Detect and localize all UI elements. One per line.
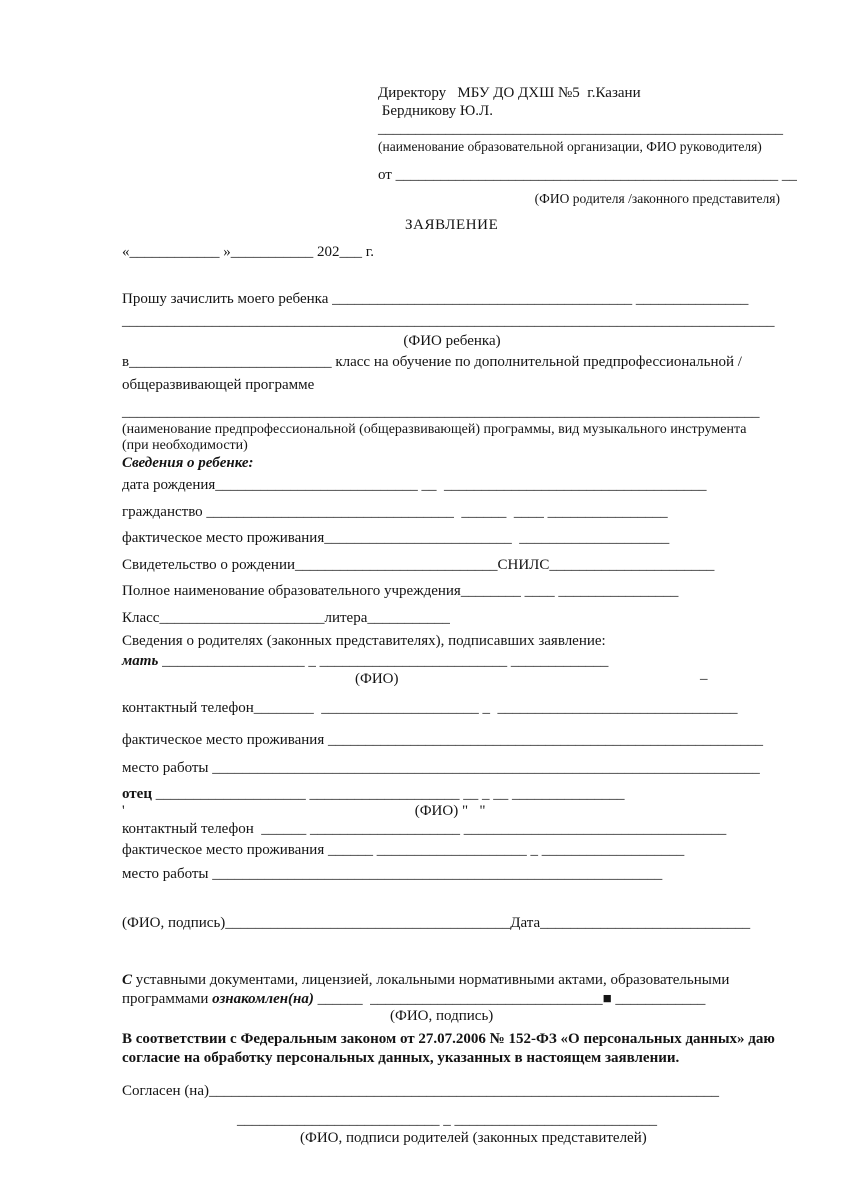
organization-blank-line: ______________________________________________________	[378, 121, 783, 137]
ack-lead: С	[122, 972, 133, 988]
personal-data-consent-paragraph: В соответствии с Федеральным законом от 27.07.2006 № 152-ФЗ «О персональных данных» даю согласие на обработку персональных данных, указанных в настоящем заявлении.	[122, 1031, 775, 1066]
father-phone-row: контактный телефон ______ ____________________ ___________________________________	[122, 821, 727, 837]
father-address-row: фактическое место проживания ______ ____________________ _ ___________________	[122, 842, 685, 858]
parents-signature-caption: (ФИО, подписи родителей (законных представителей)	[300, 1130, 647, 1146]
acknowledgement-paragraph	[122, 971, 782, 1008]
ack-blank-line: ______ _______________________________■ ____________	[313, 990, 706, 1007]
child-name-caption: (ФИО ребенка)	[403, 333, 501, 349]
father-label: отец	[122, 786, 152, 802]
document-content	[122, 84, 797, 1147]
mother-address-row: фактическое место проживания __________________________________________________________	[122, 732, 763, 748]
father-apostrophe: '	[122, 803, 125, 819]
addressee-block	[378, 84, 797, 208]
father-work-row: место работы ____________________________________________________________	[122, 866, 663, 882]
ack-emphasis: ознакомлен(на)	[212, 990, 314, 1007]
mother-fio-caption-row	[122, 671, 782, 688]
parents-signature-blank-line: ___________________________ _ ___________________________	[237, 1112, 657, 1128]
applicant-blank-line: от ___________________________________________________ __	[378, 167, 797, 183]
program-caption-2: (при необходимости)	[122, 438, 248, 453]
mother-row	[122, 651, 782, 671]
program-blank-line: _____________________________________________________________________________________	[122, 404, 760, 420]
father-fio-caption-row	[122, 804, 782, 819]
request-line: Прошу зачислить моего ребенка ________________________________________ _______________	[122, 291, 749, 307]
mother-blank-line: ___________________ _ _________________________ _____________	[158, 653, 609, 669]
director-line: Директору МБУ ДО ДХШ №5 г.Казани	[378, 85, 641, 101]
signature-date-row: (ФИО, подпись)______________________________________Дата____________________________	[122, 915, 751, 931]
director-name: Бердникову Ю.Л.	[378, 103, 493, 119]
mother-fio-caption: (ФИО)	[355, 671, 399, 687]
father-blank-line: ____________________ ____________________ __ _ __ _______________	[151, 786, 625, 802]
birth-date-row: дата рождения___________________________ __ ___________________________________	[122, 477, 707, 493]
class-letter-row: Класс______________________литера___________	[122, 609, 450, 626]
applicant-caption: (ФИО родителя /законного представителя)	[534, 191, 780, 206]
mother-phone-row: контактный телефон________ _____________________ _ ________________________________	[122, 700, 738, 716]
citizenship-row: гражданство _________________________________ ______ ____ ________________	[122, 503, 668, 520]
organization-caption: (наименование образовательной организации, ФИО руководителя)	[378, 139, 762, 154]
document-title: ЗАЯВЛЕНИЕ	[405, 217, 499, 233]
date-blank-line: «____________ »___________ 202___ г.	[122, 244, 374, 260]
child-name-blank-line: _______________________________________________________________________________________	[122, 313, 775, 329]
ack-signature-caption: (ФИО, подпись)	[390, 1008, 494, 1024]
birth-certificate-snils-row: Свидетельство о рождении___________________________СНИЛС______________________	[122, 556, 715, 573]
child-section-heading: Сведения о ребенке:	[122, 455, 254, 471]
mother-work-row: место работы _________________________________________________________________________	[122, 760, 760, 776]
class-program-paragraph: в___________________________ класс на обучение по дополнительной предпрофессиональной / общеразвивающей программе	[122, 354, 746, 393]
mother-fio-dash: –	[700, 671, 708, 687]
father-fio-caption: (ФИО) " "	[414, 803, 486, 819]
child-address-row: фактическое место проживания_________________________ ____________________	[122, 530, 670, 546]
school-name-row: Полное наименование образовательного учреждения________ ____ ________________	[122, 583, 679, 599]
consent-blank-line: Согласен (на)____________________________________________________________________	[122, 1083, 719, 1099]
mother-label: мать	[122, 653, 159, 669]
parents-section-heading: Сведения о родителях (законных представителях), подписавших заявление:	[122, 633, 606, 649]
ack-text: уставными документами, лицензией, локальными нормативными актами, образовательными программами	[122, 972, 734, 1007]
father-row	[122, 784, 782, 804]
program-caption-1: (наименование предпрофессиональной (общеразвивающей) программы, вид музыкального инструмента	[122, 422, 747, 437]
